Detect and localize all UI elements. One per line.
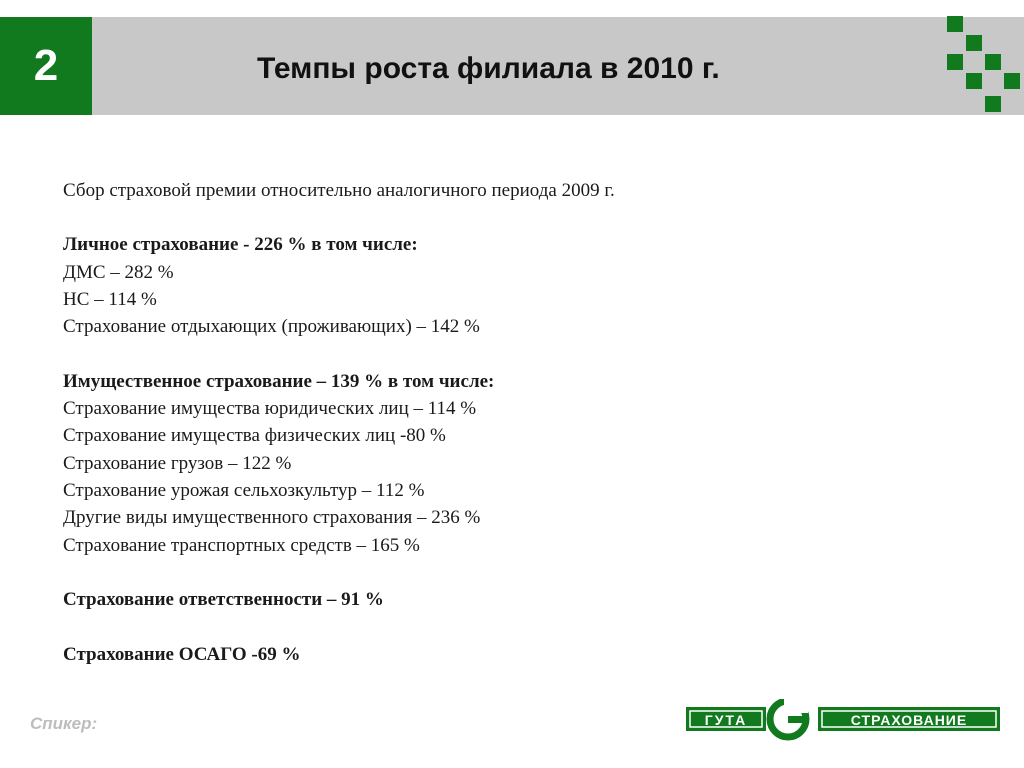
section-heading: Страхование ОСАГО -69 % (63, 643, 301, 665)
slide-number: 2 (33, 41, 59, 90)
section-heading: Имущественное страхование – 139 % в том числе: (63, 370, 495, 392)
section-property (63, 368, 963, 559)
slide-number-box (0, 17, 92, 115)
spacer (63, 340, 963, 367)
speaker-watermark (30, 710, 110, 736)
checker-pattern-icon (944, 16, 1024, 116)
list-item: ДМС – 282 % (63, 261, 174, 283)
intro-text: Сбор страховой премии относительно аналогичного периода 2009 г. (63, 180, 615, 201)
section-personal (63, 231, 963, 340)
list-item: Страхование грузов – 122 % (63, 452, 292, 474)
spacer (63, 613, 963, 640)
list-item: Страхование транспортных средств – 165 % (63, 534, 420, 556)
body-text (63, 177, 963, 668)
section-heading: Личное страхование - 226 % в том числе: (63, 234, 418, 256)
list-item: Другие виды имущественного страхования – 236 % (63, 507, 481, 529)
slide-title: Темпы роста филиала в 2010 г. (257, 52, 720, 85)
list-item: Страхование имущества юридических лиц – 114 % (63, 398, 477, 420)
list-item: НС – 114 % (63, 288, 157, 310)
list-item: Страхование урожая сельхозкультур – 112 % (63, 479, 425, 501)
section-heading: Страхование ответственности – 91 % (63, 589, 384, 611)
spacer (63, 559, 963, 586)
list-item: Страхование имущества физических лиц -80 % (63, 425, 446, 447)
guta-insurance-logo (686, 699, 1000, 743)
svg-text:ГУТА: ГУТА (704, 712, 748, 728)
svg-text:СТРАХОВАНИЕ: СТРАХОВАНИЕ (850, 712, 968, 728)
list-item: Страхование отдыхающих (проживающих) – 142 % (63, 316, 480, 338)
svg-text:Спикер:: Спикер: (30, 714, 98, 733)
